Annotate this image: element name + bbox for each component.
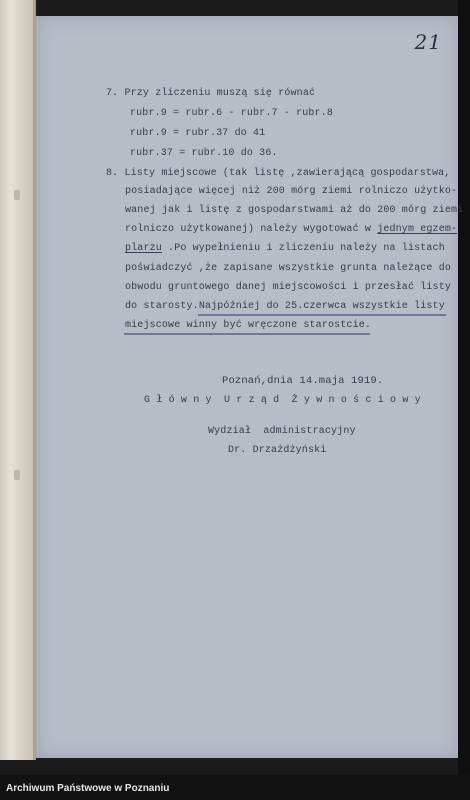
- binding-strip: [0, 0, 36, 760]
- text-line: posiadające więcej niż 200 mórg ziemi rolniczo użytko-: [125, 186, 458, 197]
- department-name: Wydział administracyjny: [208, 426, 356, 437]
- text-line: [125, 243, 445, 254]
- underlined-text: plarzu: [125, 243, 162, 254]
- text-segment: Najpóźniej do 25.czerwca wszystkie listy: [198, 301, 445, 312]
- text-segment: do starosty.: [125, 301, 199, 312]
- text-line: [125, 301, 445, 312]
- text-line: wanej jak i listę z gospodarstwami aż do 200 mórg ziemi: [125, 205, 464, 216]
- text-line: miejscowe winny być wręczone starostcie.: [125, 320, 372, 331]
- binding-mark: [14, 190, 20, 200]
- office-name: G ł ó w n y U r z ą d Ż y w n o ś c i o w y: [144, 395, 421, 406]
- text-line: 7. Przy zliczeniu muszą się równać: [106, 88, 316, 99]
- text-line: 8. Listy miejscowe (tak listę ,zawierającą gospodarstwa,: [106, 168, 451, 179]
- text-line: rubr.9 = rubr.6 - rubr.7 - rubr.8: [130, 108, 333, 119]
- text-segment: .Po wypełnieniu i zliczeniu należy na listach: [161, 243, 445, 254]
- text-segment: rolniczo użytkowanej) należy wygotować w: [125, 224, 378, 235]
- archive-label: Archiwum Państwowe w Poznaniu: [6, 783, 170, 794]
- underlined-text: jednym egzem-: [377, 224, 458, 235]
- text-line: obwodu gruntowego danej miejscowości i przesłać listy: [125, 282, 452, 293]
- text-line: rubr.37 = rubr.10 do 36.: [130, 148, 278, 159]
- right-border: [458, 0, 470, 775]
- pen-underline: [124, 333, 370, 335]
- signature: Dr. Drzażdżyński: [228, 445, 327, 456]
- page-number: 21: [414, 30, 442, 54]
- pen-underline: [198, 314, 446, 316]
- text-line: poświadczyć ,że zapisane wszystkie grunta należące do: [125, 263, 452, 274]
- text-line: [125, 224, 457, 235]
- top-border: [36, 0, 458, 16]
- binding-mark: [14, 470, 20, 480]
- text-line: rubr.9 = rubr.37 do 41: [130, 128, 266, 139]
- date-line: Poznań,dnia 14.maja 1919.: [222, 375, 384, 387]
